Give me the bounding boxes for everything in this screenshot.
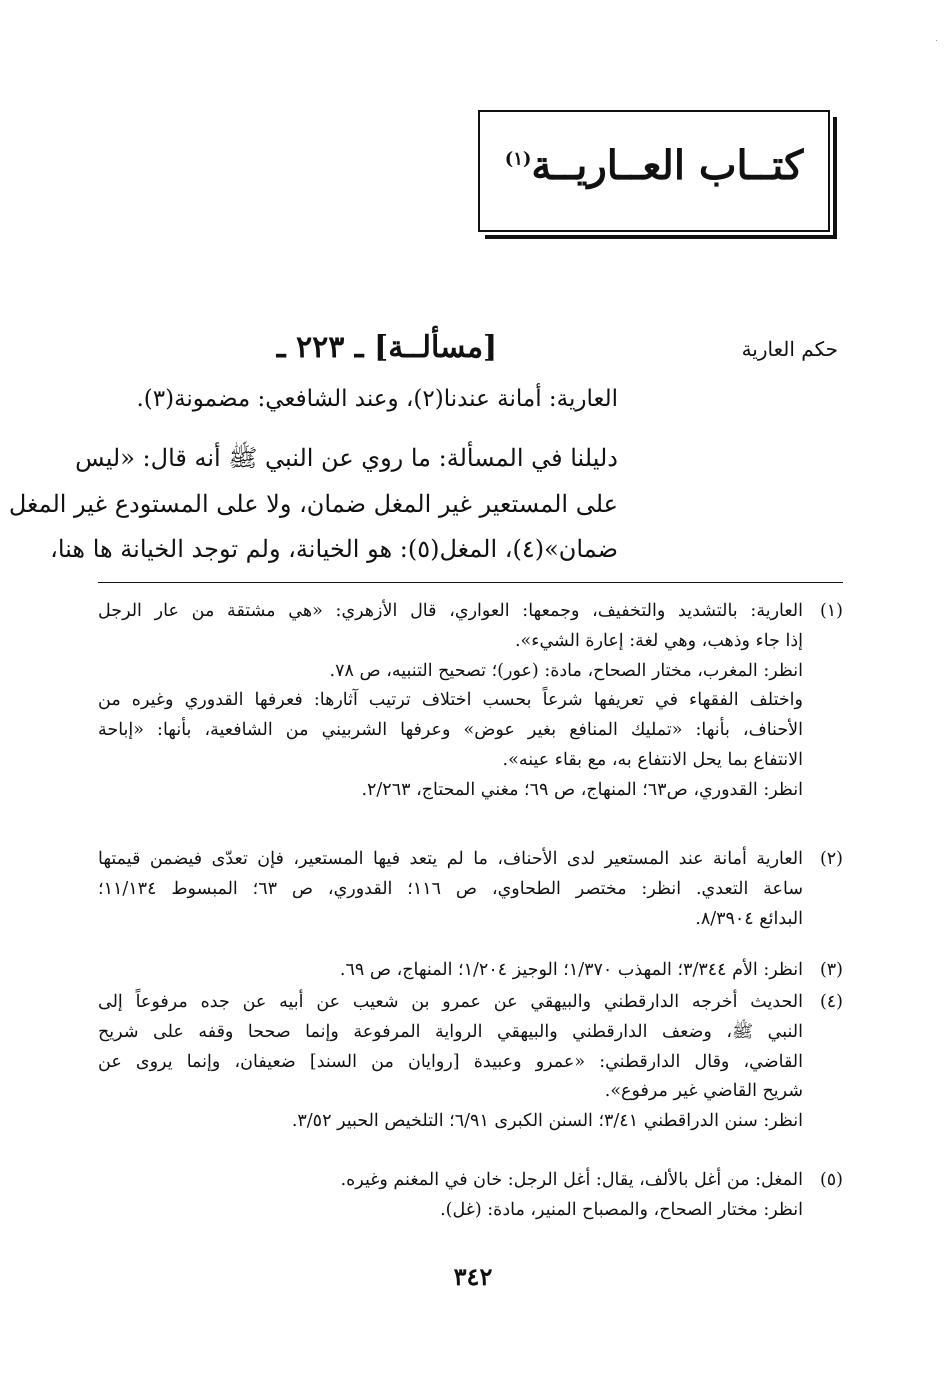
body-line-3: على المستعير غير المغل ضمان، ولا على المستودع غير المغل [8, 490, 618, 518]
chapter-title-footnote-ref: (١) [504, 148, 532, 170]
footnote-line: الأحناف، بأنها: «تمليك المنافع بغير عوض» وعرفها الشربيني من الشافعية، بأنها: «إباحة [98, 720, 803, 741]
footnote-number: (٤) [819, 992, 843, 1012]
footnote-number: (٢) [819, 849, 843, 869]
footnote-line: انظر: الأم ٣/٣٤٤؛ المهذب ١/٣٧٠؛ الوجيز ١/٢٠٤؛ المنهاج، ص ٦٩. [339, 960, 803, 980]
chapter-title [480, 142, 828, 189]
footnote-number: (٥) [819, 1170, 843, 1190]
footnote-separator [98, 582, 843, 583]
footnote-line: شريح القاضي غير مرفوع». [604, 1081, 803, 1102]
footnote-line: العارية أمانة عند المستعير لدى الأحناف، ما لم يتعد فيها المستعير، فإن تعدّى فيضمن قيمتها [98, 849, 803, 869]
body-line-2: دليلنا في المسألة: ما روي عن النبي ﷺ أنه قال: «ليس [75, 444, 618, 472]
footnote-line: البدائع ٨/٣٩٠٤. [695, 908, 803, 929]
footnote-line: إذا جاء وذهب، وهي لغة: إعارة الشيء». [514, 630, 803, 651]
footnote-line: الانتفاع بما يحل الانتفاع به، مع بقاء عينه». [502, 749, 803, 770]
footnote-line: انظر: مختار الصحاح، والمصباح المنير، مادة: (غل). [440, 1199, 803, 1220]
footnote-line: انظر: سنن الدراقطني ٣/٤١؛ السنن الكبرى ٦/٩١؛ التلخيص الحبير ٣/٥٢. [291, 1111, 803, 1132]
masala-heading: [مسألــة] ـ ٢٢٣ ـ [276, 330, 498, 365]
footnote-line: النبي ﷺ، وضعف الدارقطني والبيهقي الرواية المرفوعة وإنما صححا وقفه على شريح [98, 1021, 803, 1042]
footnote-2 [98, 845, 843, 934]
footnote-number: (٣) [819, 960, 843, 980]
footnote-line: ساعة التعدي. انظر: مختصر الطحاوي، ص ١١٦؛ القدوري، ص ٦٣؛ المبسوط ١١/١٣٤؛ [98, 878, 803, 899]
chapter-title-box [478, 110, 830, 232]
footnote-line: القاضي، وقال الدارقطني: «عمرو وعبيدة [روايان من السند] ضعيفان، وإنما يروى عن [98, 1051, 803, 1072]
scan-mark [936, 40, 937, 41]
footnote-line: الحديث أخرجه الدارقطني والبيهقي عن عمرو بن شعيب عن أبيه عن جده مرفوعاً إلى [98, 992, 803, 1012]
footnote-line: انظر: المغرب، مختار الصحاح، مادة: (عور)؛ تصحيح التنبيه، ص ٧٨. [329, 660, 803, 681]
footnote-line: واختلف الفقهاء في تعريفها شرعاً بحسب اختلاف ترتيب آثارها: فعرفها القدوري وغيره من [98, 690, 803, 711]
footnote-4 [98, 988, 843, 1137]
body-line-4: ضمان»(٤)، المغل(٥): هو الخيانة، ولم توجد الخيانة ها هنا، [50, 535, 618, 563]
footnote-3 [98, 956, 843, 986]
footnote-line: المغل: من أغل بالألف، يقال: أغل الرجل: خان في المغنم وغيره. [340, 1170, 803, 1190]
footnote-line: انظر: القدوري، ص٦٣؛ المنهاج، ص ٦٩؛ مغني المحتاج، ٢/٢٦٣. [361, 779, 803, 800]
body-line-1: العارية: أمانة عندنا(٢)، وعند الشافعي: مضمونة(٣). [136, 386, 618, 412]
footnote-line: العارية: بالتشديد والتخفيف، وجمعها: العواري، قال الأزهري: «هي مشتقة من عار الرجل [98, 601, 803, 621]
footnote-5 [98, 1166, 843, 1226]
footnote-1 [98, 597, 843, 806]
chapter-title-text: كتــاب العــاريــة [531, 142, 804, 189]
page-number: ٣٤٢ [453, 1262, 493, 1291]
footnote-number: (١) [819, 601, 843, 621]
margin-label: حكم العارية [741, 337, 838, 361]
